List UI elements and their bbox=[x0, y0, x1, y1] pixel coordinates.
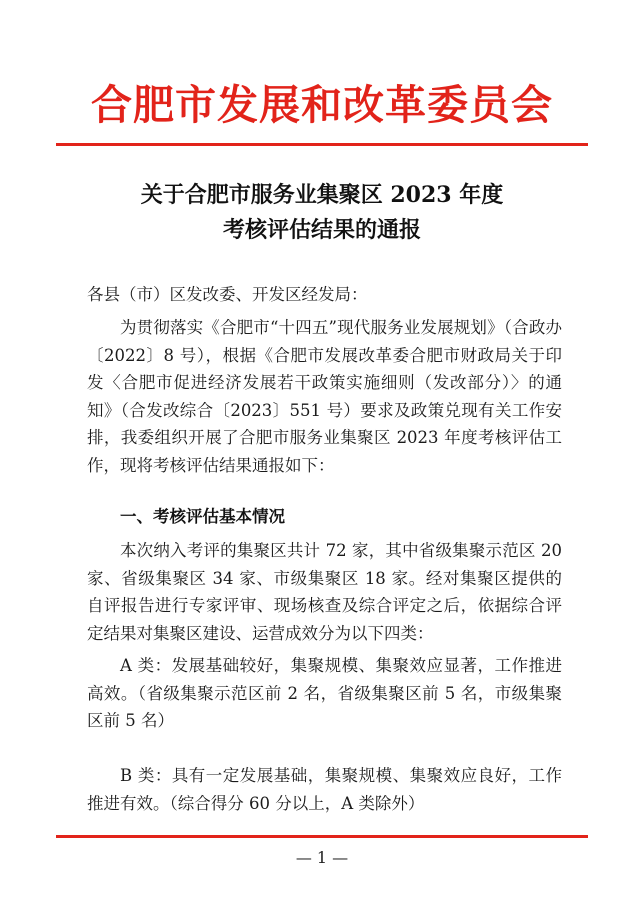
org-header: 合肥市发展和改革委员会 bbox=[91, 81, 553, 129]
section-heading-1: 一、考核评估基本情况 bbox=[120, 507, 285, 526]
intro-paragraph: 为贯彻落实《合肥市“十四五”现代服务业发展规划》（合政办〔2022〕8 号），根据《合肥市发展改革委合肥市财政局关于印发〈合肥市促进经济发展若干政策实施细则（发改部分）〉的通知》（合发改综合〔2023〕551 号）要求及政策兑现有关工作安排，我委组织开展了合肥市服务业集聚区 2023 年度考核评估工作，现将考核评估结果通报如下： bbox=[87, 318, 562, 475]
footer-divider-line bbox=[56, 835, 588, 838]
document-title-line-1: 关于合肥市服务业集聚区 2023 年度 bbox=[140, 182, 504, 208]
page-number: — 1 — bbox=[295, 848, 349, 867]
salutation: 各县（市）区发改委、开发区经发局： bbox=[87, 285, 368, 304]
header-divider-line bbox=[56, 143, 588, 146]
section-1-paragraph: 本次纳入考评的集聚区共计 72 家，其中省级集聚示范区 20 家、省级集聚区 34 家、市级集聚区 18 家。经对集聚区提供的自评报告进行专家评审、现场核查及综合评定之后，依据综合评定结果对集聚区建设、运营成效分为以下四类： bbox=[87, 541, 562, 643]
class-a-paragraph: A 类：发展基础较好，集聚规模、集聚效应显著，工作推进高效。（省级集聚示范区前 2 名，省级集聚区前 5 名，市级集聚区前 5 名） bbox=[87, 656, 562, 730]
document-title-line-2: 考核评估结果的通报 bbox=[222, 217, 421, 243]
class-b-paragraph: B 类：具有一定发展基础，集聚规模、集聚效应良好，工作推进有效。（综合得分 60 分以上，A 类除外） bbox=[87, 766, 562, 813]
